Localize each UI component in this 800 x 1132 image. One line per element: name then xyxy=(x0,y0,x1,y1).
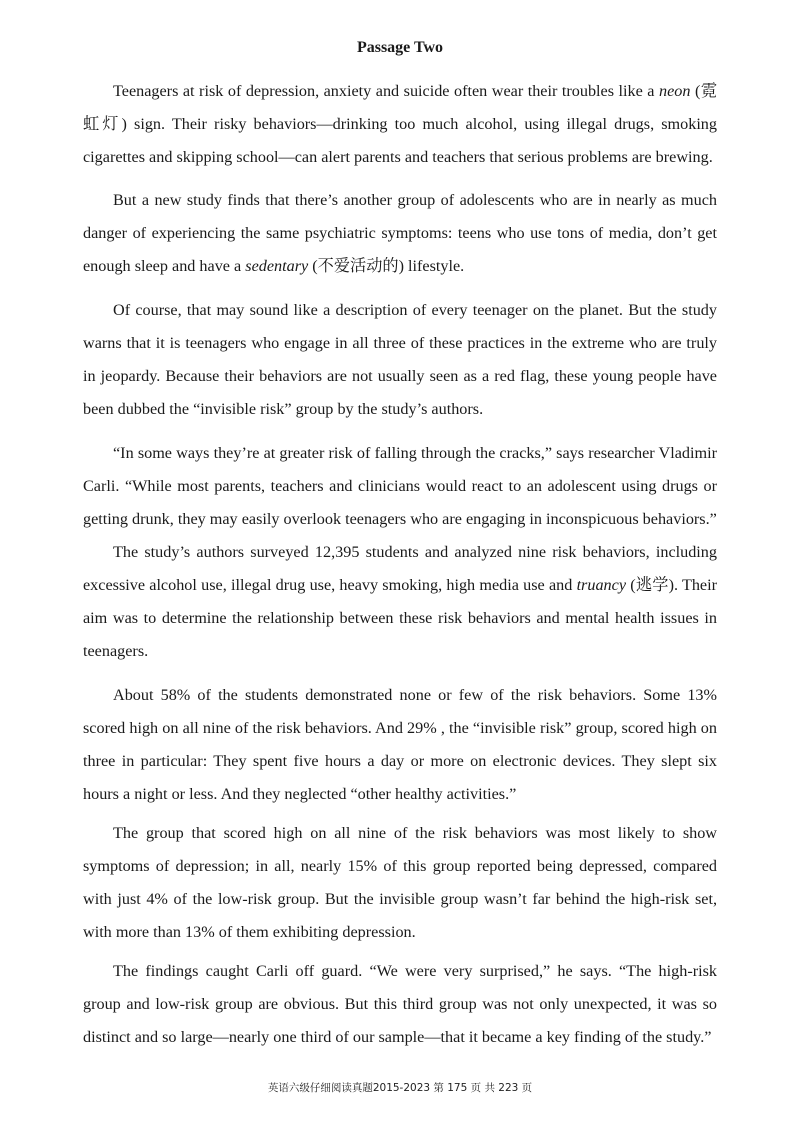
paragraph-5 xyxy=(83,536,717,668)
paragraph-5-text-a: The study’s authors surveyed 12,395 students and analyzed nine risk behaviors, including excessive alcohol use, illegal drug use, heavy smoking, high media use and xyxy=(83,543,717,594)
paragraph-2-text-b: (不爱活动的) lifestyle. xyxy=(308,257,465,275)
paragraph-5-term: truancy xyxy=(576,576,627,594)
paragraph-2-text-a: But a new study finds that there’s another group of adolescents who are in nearly as much danger of experiencing the same psychiatric symptoms: teens who use tons of media, don’t get enough sleep and have a xyxy=(83,191,717,275)
paragraph-1 xyxy=(83,75,717,174)
paragraph-2-term: sedentary xyxy=(245,257,309,275)
paragraph-1-text-b: (霓虹灯) sign. Their risky behaviors—drinking too much alcohol, using illegal drugs, smoking cigarettes and skipping school—can alert parents and teachers that serious problems are brewing. xyxy=(83,82,718,166)
paragraph-7: The group that scored high on all nine of the risk behaviors was most likely to show symptoms of depression; in all, nearly 15% of this group reported being depressed, compared with just 4% of the low-risk group. But the invisible group wasn’t far behind the high-risk set, with more than 13% of them exhibiting depression. xyxy=(83,824,717,941)
paragraph-5-text-b: (逃学). Their aim was to determine the relationship between these risk behaviors and mental health issues in teenagers. xyxy=(83,576,717,660)
paragraph-3: Of course, that may sound like a description of every teenager on the planet. But the study warns that it is teenagers who engage in all three of these practices in the extreme who are truly in jeopardy. Because their behaviors are not usually seen as a red flag, these young people have been dubbed the “invisible risk” group by the study’s authors. xyxy=(83,301,717,418)
paragraph-1-term: neon xyxy=(659,82,691,100)
passage-title: Passage Two xyxy=(356,39,444,56)
page-footer: 英语六级仔细阅读真题2015-2023 第 175 页 共 223 页 xyxy=(267,1082,533,1094)
paragraph-6: About 58% of the students demonstrated none or few of the risk behaviors. Some 13% scored high on all nine of the risk behaviors. And 29% , the “invisible risk” group, scored high on three in particular: They spent five hours a day or more on electronic devices. They slept six hours a night or less. And they neglected “other healthy activities.” xyxy=(83,686,717,803)
paragraph-1-text-a: Teenagers at risk of depression, anxiety and suicide often wear their troubles like a xyxy=(113,82,659,100)
paragraph-2 xyxy=(83,184,717,283)
paragraph-8: The findings caught Carli off guard. “We were very surprised,” he says. “The high-risk group and low-risk group are obvious. But this third group was not only unexpected, it was so distinct and so large—nearly one third of our sample—that it became a key finding of the study.” xyxy=(83,962,717,1046)
paragraph-4: “In some ways they’re at greater risk of falling through the cracks,” says researcher Vladimir Carli. “While most parents, teachers and clinicians would react to an adolescent using drugs or getting drunk, they may easily overlook teenagers who are engaging in inconspicuous behaviors.” xyxy=(83,444,717,528)
